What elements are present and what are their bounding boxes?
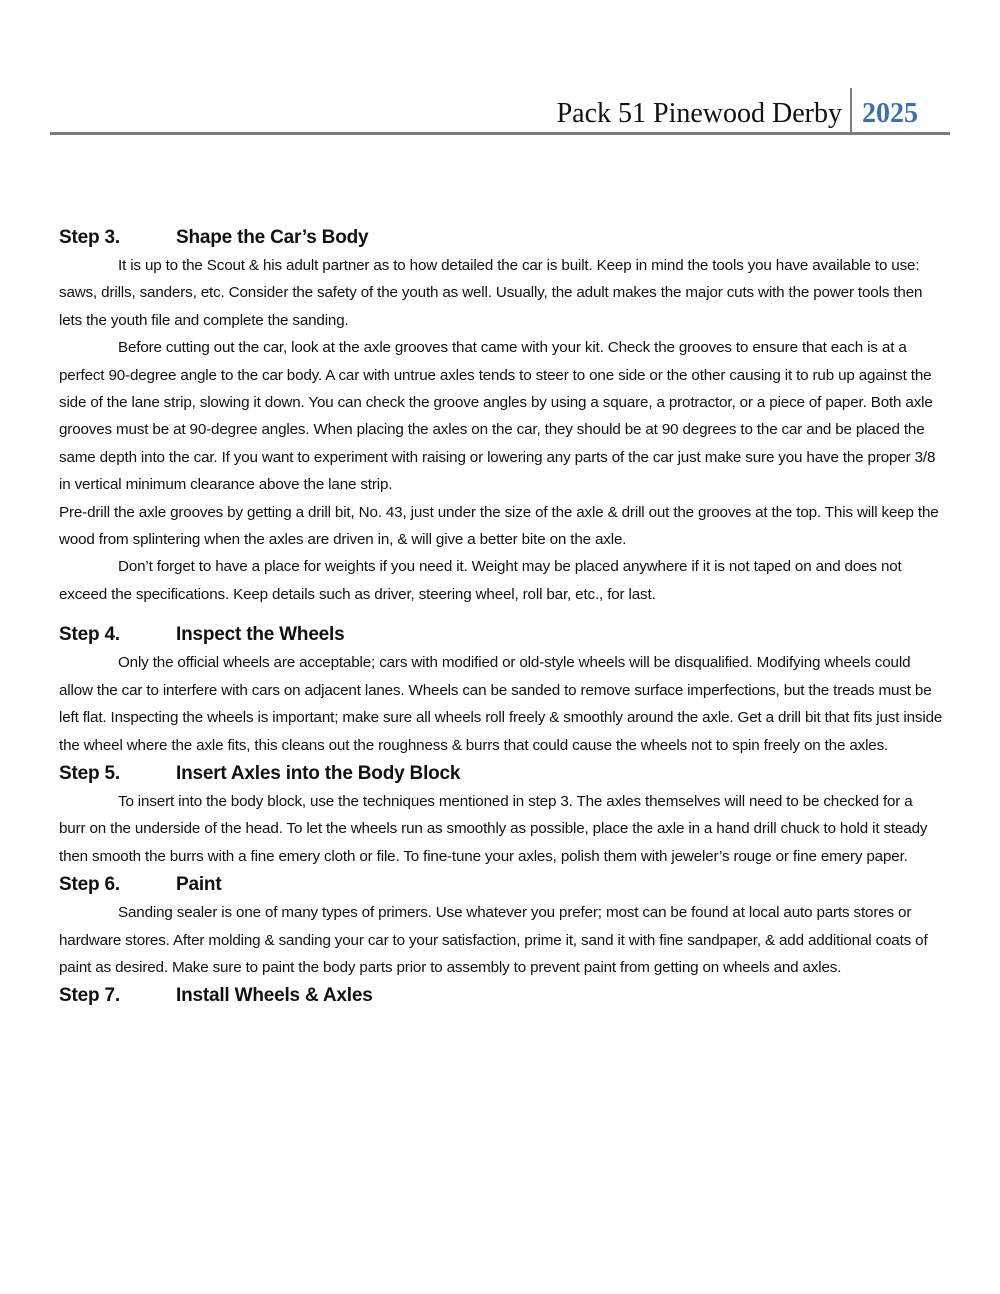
step-number: Step 5. <box>59 762 120 784</box>
step-number: Step 4. <box>59 624 120 646</box>
step-title: Paint <box>176 874 222 896</box>
step-title: Insert Axles into the Body Block <box>176 762 461 784</box>
paragraph: Only the official wheels are acceptable; cars with modified or old-style wheels will be disqualified. Modifying wheels could allow the car to interfere with cars on adjacent lanes. Wheels can be sanded to remove surface imperfections, but the treads must be left flat. Inspecting the wheels is important; make sure all wheels roll freely & smoothly around the axle. Get a drill bit that fits just inside the wheel where the axle fits, this cleans out the roughness & burrs that could cause the wheels not to spin freely on the axles. <box>59 654 943 754</box>
step-6-section <box>59 871 943 981</box>
step-3-section <box>59 224 943 608</box>
paragraph: To insert into the body block, use the techniques mentioned in step 3. The axles themselves will need to be checked for a burr on the underside of the head. To let the wheels run as smoothly as possible, place the axle in a hand drill chuck to hold it steady then smooth the burrs with a fine emery cloth or file. To fine-tune your axles, polish them with jeweler’s rouge or fine emery paper. <box>59 792 928 865</box>
paragraph: Before cutting out the car, look at the axle grooves that came with your kit. Check the grooves to ensure that each is at a perfect 90-degree angle to the car body. A car with untrue axles tends to steer to one side or the other causing it to rub up against the side of the lane strip, slowing it down. You can check the groove angles by using a square, a protractor, or a piece of paper. Both axle grooves must be at 90-degree angles. When placing the axles on the car, they should be at 90 degrees to the car and be placed the same depth into the car. If you want to experiment with raising or lowering any parts of the car just make sure you have the proper 3/8 in vertical minimum clearance above the lane strip. <box>59 339 936 494</box>
step-number: Step 6. <box>59 874 120 896</box>
step-7-section <box>59 982 943 1010</box>
step-heading <box>59 982 943 1010</box>
step-5-section <box>59 760 943 870</box>
step-title: Shape the Car’s Body <box>176 227 369 248</box>
step-4-section <box>59 621 943 759</box>
header-year: 2025 <box>862 98 918 129</box>
step-heading <box>59 621 943 649</box>
step-heading <box>59 760 943 788</box>
header-title: Pack 51 Pinewood Derby <box>556 98 842 129</box>
document-body <box>59 224 943 1010</box>
step-heading <box>59 871 943 899</box>
paragraph: Don’t forget to have a place for weights if you need it. Weight may be placed anywhere if it is not taped on and does not exceed the specifications. Keep details such as driver, steering wheel, roll bar, etc., for last. <box>59 558 902 603</box>
step-title: Install Wheels & Axles <box>176 985 373 1007</box>
paragraph: Pre-drill the axle grooves by getting a drill bit, No. 43, just under the size of the axle & drill out the grooves at the top. This will keep the wood from splintering when the axles are driven in, & will give a better bite on the axle. <box>59 503 939 549</box>
paragraph: Sanding sealer is one of many types of primers. Use whatever you prefer; most can be found at local auto parts stores or hardware stores. After molding & sanding your car to your satisfaction, prime it, sand it with fine sandpaper, & add additional coats of paint as desired. Make sure to paint the body parts prior to assembly to prevent paint from getting on wheels and axles. <box>59 904 928 976</box>
step-number: Step 3. <box>59 227 120 248</box>
paragraph: It is up to the Scout & his adult partner as to how detailed the car is built. Keep in mind the tools you have available to use: saws, drills, sanders, etc. Consider the safety of the youth as well. Usually, the adult makes the major cuts with the power tools then lets the youth file and complete the sanding. <box>59 257 923 329</box>
step-heading <box>59 224 943 252</box>
step-number: Step 7. <box>59 985 120 1007</box>
step-title: Inspect the Wheels <box>176 624 345 646</box>
page-header <box>50 88 950 135</box>
header-title-group <box>557 88 918 134</box>
